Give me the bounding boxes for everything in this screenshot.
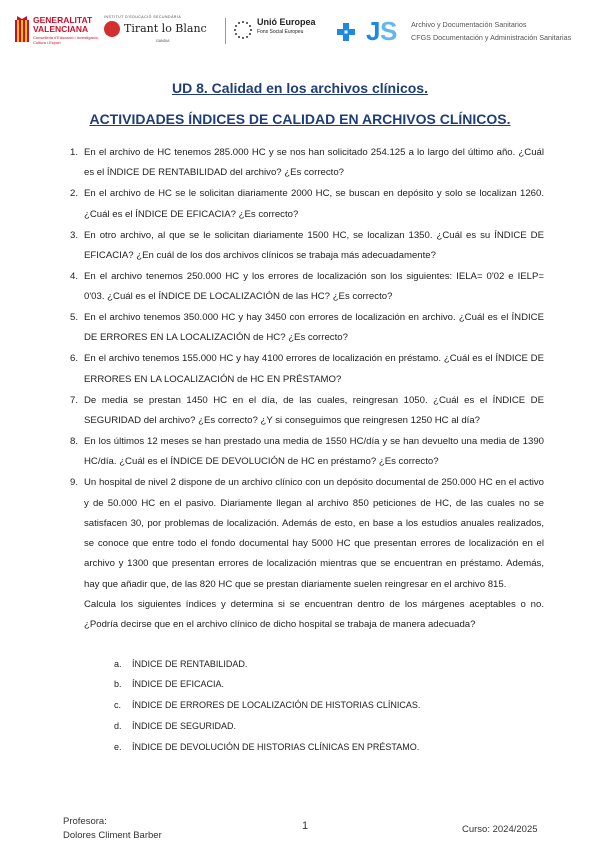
gva-name-line2: VALENCIANA <box>33 24 89 34</box>
gva-name-line1: GENERALITAT <box>33 15 93 25</box>
question-number: 6. <box>69 353 78 365</box>
school-city: GANDIA <box>156 39 170 43</box>
school-name: Tirant lo Blanc <box>124 22 207 35</box>
activities-title: ACTIVIDADES ÍNDICES DE CALIDAD EN ARCHIVOS CLÍNICOS. <box>89 111 511 127</box>
fse-logo <box>334 14 362 48</box>
question-text: En el archivo tenemos 155.000 HC y hay 4100 errores de localización en préstamo. ¿Cuál es el ÍNDICE DE ERRORES EN LA LOCALIZACIÓN de HC EN PRÉSTAMO? <box>84 353 544 385</box>
question-text: De media se prestan 1450 HC en el día, de las cuales, reingresan 1050. ¿Cuál es el ÍNDICE DE SEGURIDAD del archivo? ¿Es correcto? ¿Y si conseguimos que reingresen 1250 HC al día? <box>84 394 544 426</box>
question-item <box>69 226 544 267</box>
activities-content <box>69 143 544 758</box>
generalitat-logo <box>14 14 100 48</box>
js-logo <box>366 14 406 48</box>
question-text: En el archivo tenemos 350.000 HC y hay 3450 con errores de localización en archivo. ¿Cuál es el ÍNDICE DE ERRORES EN LA LOCALIZACIÓN de HC? ¿Es correcto? <box>84 312 544 344</box>
index-item <box>84 654 544 674</box>
index-letter: a. <box>114 658 122 669</box>
question-item <box>69 391 544 432</box>
index-item <box>84 674 544 694</box>
question-item <box>69 432 544 473</box>
module-name: Archivo y Documentación Sanitarios <box>411 20 527 29</box>
eu-logo <box>233 14 343 48</box>
question-text: En los últimos 12 meses se han prestado una media de 1550 HC/día y se han devuelto una media de 1390 HC/día. ¿Cuál es el ÍNDICE DE DEVOLUCIÓN de HC en préstamo? ¿Es correcto? <box>84 435 544 468</box>
question-number: 5. <box>69 312 78 324</box>
index-text: ÍNDICE DE SEGURIDAD. <box>132 721 237 732</box>
school-logo <box>104 14 212 48</box>
course-year: Curso: 2024/2025 <box>462 824 538 835</box>
js-logo-j-icon: J <box>366 16 381 46</box>
question-number: 1. <box>69 147 78 158</box>
activities-title-wrap <box>0 111 600 129</box>
question-number: 2. <box>69 188 78 200</box>
js-logo-s-icon: S <box>380 16 398 46</box>
index-letter: d. <box>114 721 122 732</box>
eu-stars-icon <box>233 20 253 40</box>
teacher-label: Profesora: <box>63 816 107 827</box>
question-item <box>69 349 544 390</box>
question-text: En el archivo tenemos 250.000 HC y los errores de localización son los siguientes: IELA= 0'02 e IELP= 0'03. ¿Cuál es el ÍNDICE DE LOCALIZACIÓN de las HC? ¿Es correcto? <box>84 270 544 303</box>
question-9-instructions: Calcula los siguientes índices y determina si se encuentran dentro de los márgenes aceptables o no. ¿Podría decirse que en el archivo clínico de dicho hospital se trabaja de manera adecuada? <box>84 599 544 631</box>
unit-title-wrap <box>0 80 600 98</box>
question-item <box>69 143 544 184</box>
index-list <box>84 654 544 757</box>
cross-icon <box>336 22 356 42</box>
index-text: ÍNDICE DE RENTABILIDAD. <box>132 658 248 669</box>
page-number: 1 <box>302 820 309 832</box>
index-text: ÍNDICE DE EFICACIA. <box>132 679 225 690</box>
question-number: 8. <box>69 435 78 447</box>
question-number: 9. <box>69 477 78 489</box>
generalitat-emblem-icon <box>14 16 30 44</box>
index-item <box>84 695 544 715</box>
school-type: INSTITUT D'EDUCACIÓ SECUNDÀRIA <box>104 15 182 19</box>
question-number: 4. <box>69 270 78 282</box>
question-text: Un hospital de nivel 2 dispone de un archivo clínico con un depósito documental de 250.000 HC en el activo y de 50.000 HC en el pasivo. Diariamente llegan al archivo 850 peticiones de HC, de las cuales no se satisfacen 30, por problemas de localización. Además de esto, en base a los estudios anuales realizados, se conoce que entre todo el fondo documental hay 5000 HC que presentan errores de localización en el archivo y 1300 que presentan errores de localización mientras que se encuentran en préstamo. Además, hay que añadir que, de las 820 HC que se prestan diariamente suelen reingresar en el archivo 815. <box>84 477 544 590</box>
footer-teacher <box>63 815 162 843</box>
question-number: 7. <box>69 394 78 406</box>
question-item <box>69 184 544 225</box>
question-text: En otro archivo, al que se le solicitan diariamente 1500 HC, se localizan 1350. ¿Cuál es su ÍNDICE DE EFICACIA? ¿En cuál de los dos archivos clínicos se trabaja más adecuadamente? <box>84 229 544 261</box>
question-number: 3. <box>69 229 78 241</box>
question-item <box>69 267 544 308</box>
question-item <box>69 308 544 349</box>
question-list <box>69 143 544 636</box>
gva-department: Conselleria d'Educació i Investigació, Cultura i Esport <box>33 35 99 45</box>
unit-title: UD 8. Calidad en los archivos clínicos. <box>172 80 428 96</box>
index-letter: e. <box>114 741 122 752</box>
teacher-name: Dolores Climent Barber <box>63 830 162 841</box>
module-header <box>411 18 571 44</box>
question-item <box>69 473 544 635</box>
index-text: ÍNDICE DE DEVOLUCIÓN DE HISTORIAS CLÍNICAS EN PRÉSTAMO. <box>132 741 420 752</box>
index-item <box>84 737 544 757</box>
index-item <box>84 716 544 736</box>
index-letter: c. <box>114 700 122 711</box>
question-text: En el archivo de HC se le solicitan diariamente 2000 HC, se buscan en depósito y solo se localizan 1260. ¿Cuál es el ÍNDICE DE EFICACIA? ¿Es correcto? <box>84 188 544 220</box>
header-divider <box>225 18 226 44</box>
eu-title: Unió Europea <box>257 17 316 27</box>
question-text: En el archivo de HC tenemos 285.000 HC y se nos han solicitado 254.125 a lo largo del último año. ¿Cuál es el ÍNDICE DE RENTABILIDAD del archivo? ¿Es correcto? <box>84 147 544 179</box>
cycle-name: CFGS Documentación y Administración Sanitarias <box>411 33 572 42</box>
eu-subtitle: Fons Social Europeu <box>257 29 304 35</box>
index-letter: b. <box>114 679 122 690</box>
page-header <box>14 14 586 48</box>
index-text: ÍNDICE DE ERRORES DE LOCALIZACIÓN DE HISTORIAS CLÍNICAS. <box>132 700 421 711</box>
school-mark-icon <box>104 21 120 37</box>
